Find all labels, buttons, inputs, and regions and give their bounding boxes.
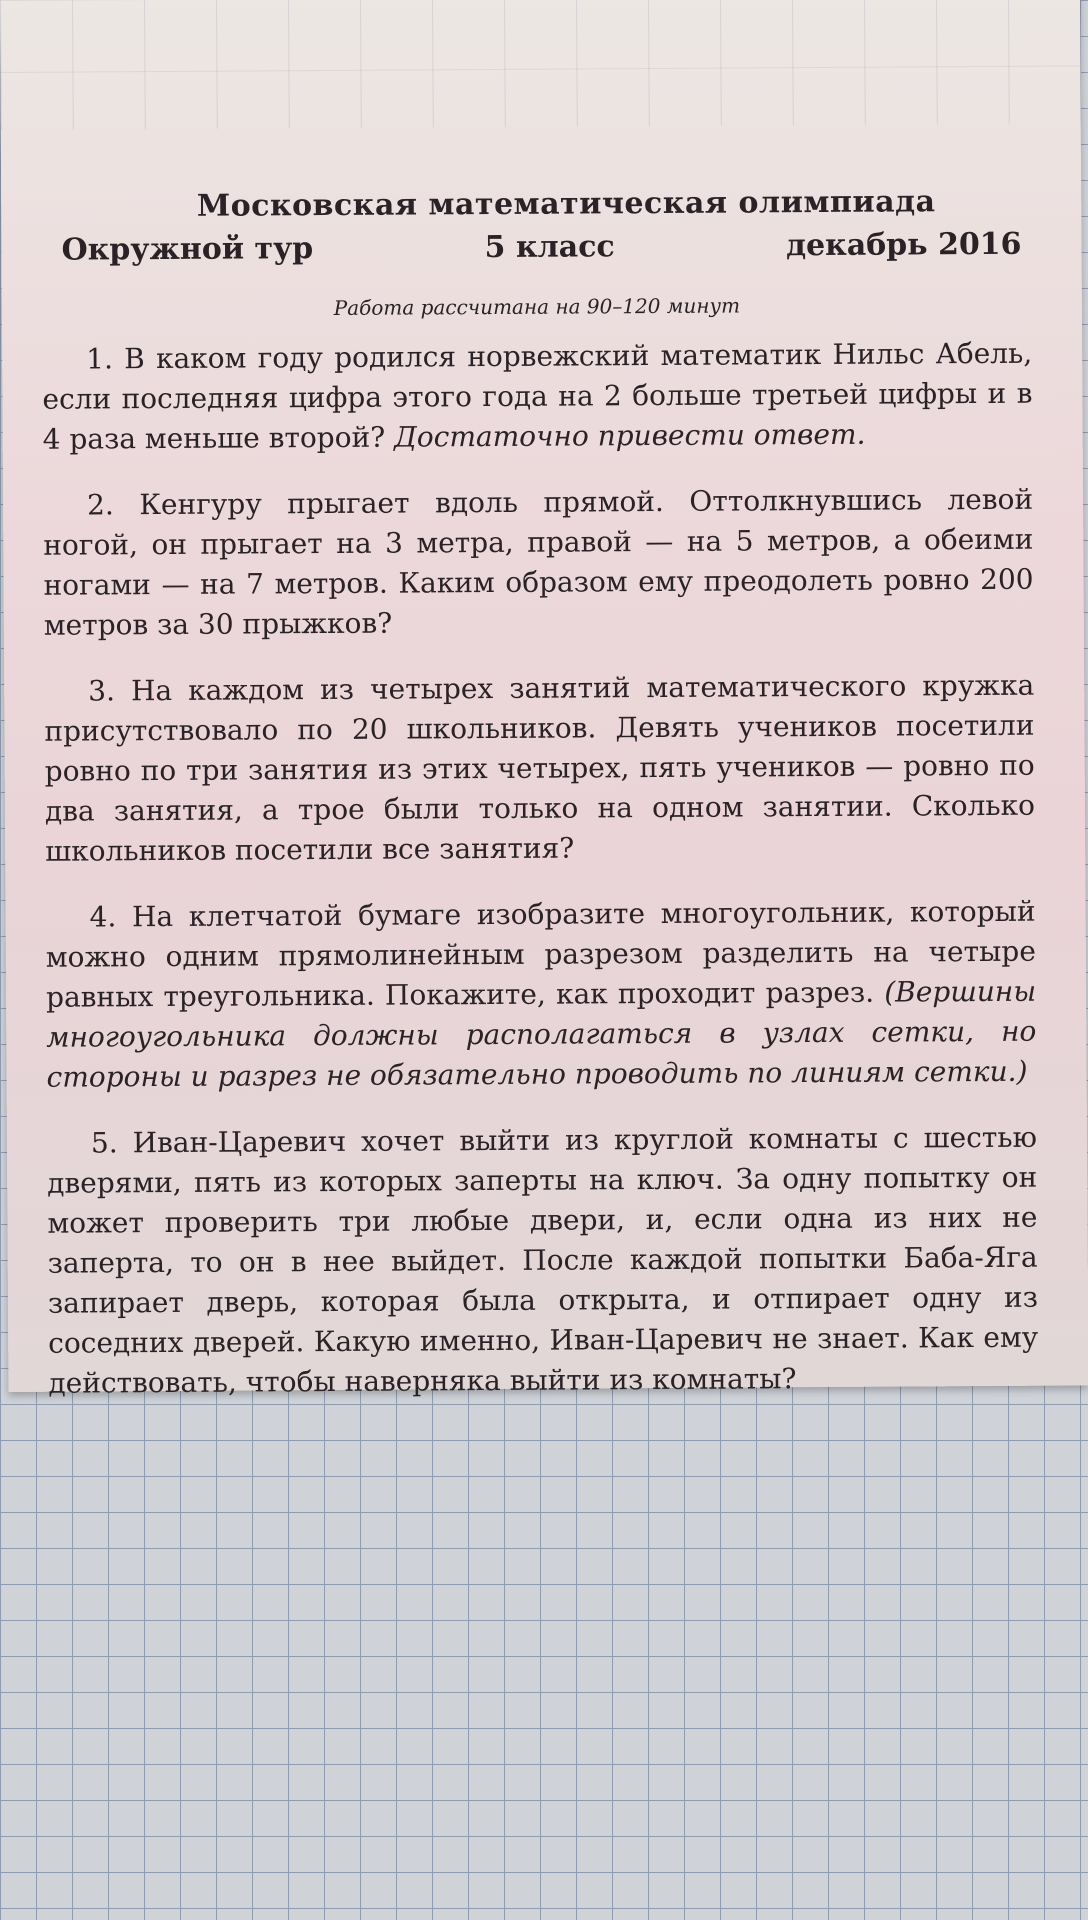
sheet-content <box>41 184 1039 1430</box>
date-label: декабрь 2016 <box>785 226 1022 264</box>
grade-label: 5 класс <box>484 229 615 266</box>
problem-2 <box>43 480 1034 646</box>
olympiad-title: Московская математическая олимпиада <box>196 184 936 224</box>
problem-5-text: 5. Иван-Царевич хочет выйти из круглой комнаты с шестью дверями, пять из которых заперты на ключ. За одну попытку он может проверить три любые двери, и, если одна из них не заперта, то он в нее выйдет. После каждой попытки Баба-Яга запирает дверь, которая была открыта, и отпирает одну из соседних дверей. Какую именно, Иван-Царевич не знает. Как ему действовать, чтобы наверняка выйти из комнаты? <box>47 1120 1039 1400</box>
problem-4 <box>45 892 1036 1098</box>
problem-4-note: (Вершины многоугольника должны располагаться в узлах сетки, но стороны и разрез не обязательно проводить по линиям сетки.) <box>46 974 1037 1094</box>
problem-1 <box>42 334 1033 460</box>
problem-3 <box>44 666 1035 872</box>
problem-3-text: 3. На каждом из четырех занятий математического кружка присутствовало по 20 школьников. Девять учеников посетили ровно по три занятия из этих четырех, пять учеников — ровно по два занятия, а трое были только на одном занятии. Сколько школьников посетили все занятия? <box>44 668 1036 868</box>
faint-grid-overlay <box>0 0 1081 130</box>
problem-1-note: Достаточно привести ответ. <box>393 417 866 454</box>
time-note: Работа рассчитана на 90–120 минут <box>333 293 741 320</box>
problem-4-text: 4. На клетчатой бумаге изобразите многоугольник, который можно одним прямолинейным разрезом разделить на четыре равных треугольника. Покажите, как проходит разрез. <box>45 894 1036 1014</box>
problem-1-text: 1. В каком году родился норвежский математик Нильс Абель, если последняя цифра этого года на 2 больше третьей цифры и в 4 раза меньше второй? <box>42 336 1033 456</box>
problem-2-text: 2. Кенгуру прыгает вдоль прямой. Оттолкнувшись левой ногой, он прыгает на 3 метра, правой — на 5 метров, а обеими ногами — на 7 метров. Каким образом ему преодолеть ровно 200 метров за 30 прыжков? <box>43 482 1034 642</box>
tour-label: Окружной тур <box>61 231 314 268</box>
header-row <box>41 227 1031 268</box>
problem-5 <box>47 1118 1039 1404</box>
